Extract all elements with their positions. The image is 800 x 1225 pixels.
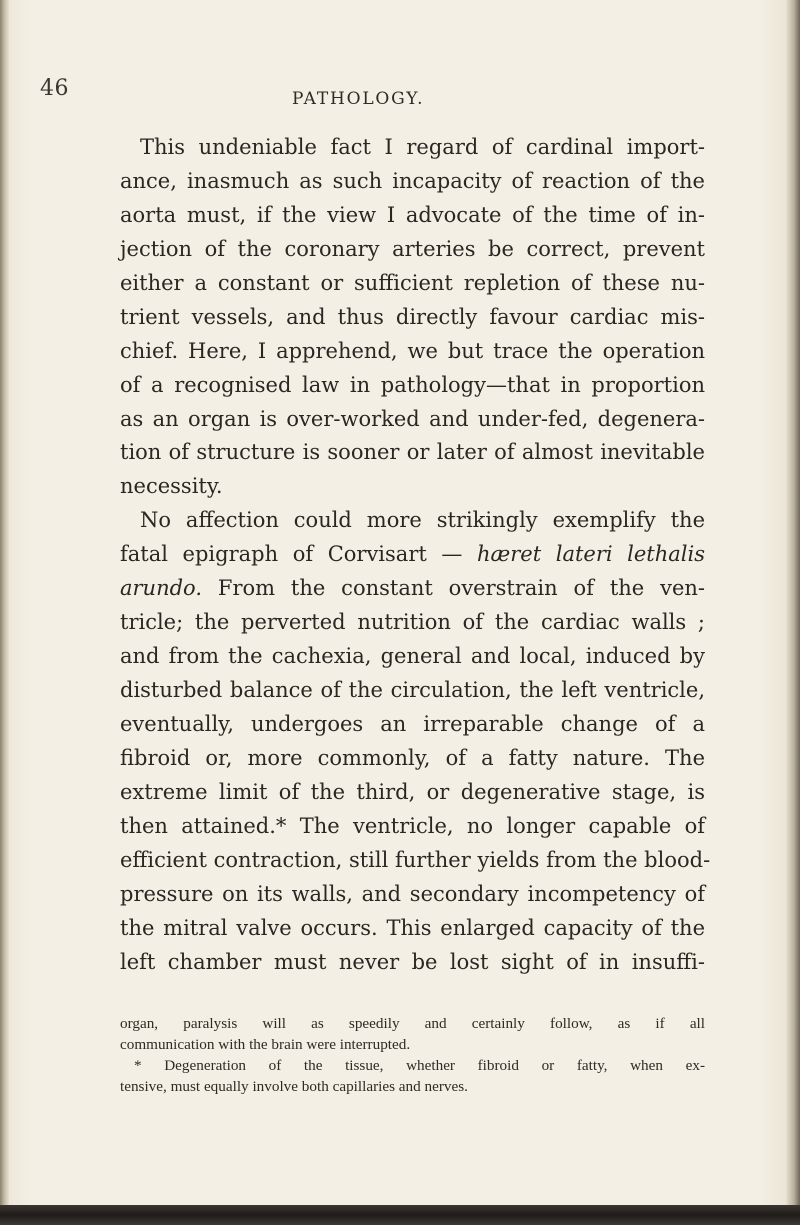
text-line: tricle; the perverted nutrition of the cardiac walls ; [120, 610, 705, 635]
text-line: This undeniable fact I regard of cardinal import- [140, 135, 705, 159]
text-line: eventually, undergoes an irreparable change of a [120, 711, 705, 736]
text-line: fibroid or, more commonly, of a fatty nature. The [120, 745, 705, 770]
text-line: then attained.* The ventricle, no longer capable of [120, 813, 705, 838]
text-line: and from the cachexia, general and local, induced by [120, 644, 705, 669]
text-line: either a constant or sufficient repletion of these nu- [120, 270, 705, 295]
footnote-line: organ, paralysis will as speedily and certainly follow, as if all [120, 1015, 705, 1032]
text-line: ance, inasmuch as such incapacity of reaction of the [120, 168, 705, 193]
text-segment: From the constant overstrain of the ven- [202, 576, 705, 601]
latin-epigraph-end: arundo. [120, 576, 203, 601]
book-bottom-edge [0, 1205, 800, 1225]
text-line: aorta must, if the view I advocate of the time of in- [120, 202, 705, 227]
latin-epigraph: hæret lateri lethalis [476, 542, 706, 567]
page-edge-shadow [786, 0, 800, 1225]
text-line: tion of structure is sooner or later of almost inevitable [120, 440, 705, 465]
text-line: disturbed balance of the circulation, the left ventricle, [120, 678, 705, 702]
text-line: No affection could more strikingly exemplify the [140, 508, 705, 533]
text-segment: fatal epigraph of Corvisart — [120, 542, 477, 567]
text-line [120, 538, 705, 572]
text-line: jection of the coronary arteries be correct, prevent [120, 236, 705, 261]
text-line: necessity. [120, 474, 223, 499]
text-line: pressure on its walls, and secondary incompetency of [120, 881, 705, 906]
text-line: left chamber must never be lost sight of in insuffi- [120, 949, 705, 974]
text-line: efficient contraction, still further yields from the blood- [120, 847, 711, 872]
footnotes [120, 1013, 705, 1097]
footnote-line: * Degeneration of the tissue, whether fibroid or fatty, when ex- [134, 1057, 705, 1074]
main-text [120, 131, 711, 979]
footnote-line: communication with the brain were interrupted. [120, 1036, 411, 1053]
text-line: the mitral valve occurs. This enlarged capacity of the [120, 915, 705, 940]
text-line: extreme limit of the third, or degenerative stage, is [120, 779, 705, 804]
text-line: trient vessels, and thus directly favour cardiac mis- [120, 304, 705, 329]
page-binding-shadow [0, 0, 9, 1225]
text-line: of a recognised law in pathology—that in proportion [120, 372, 705, 397]
text-line [120, 572, 705, 606]
text-line: as an organ is over-worked and under-fed, degenera- [120, 406, 705, 431]
footnote-line: tensive, must equally involve both capillaries and nerves. [120, 1078, 468, 1095]
page-number: 46 [40, 76, 69, 101]
text-line: chief. Here, I apprehend, we but trace the operation [120, 338, 705, 363]
running-title: PATHOLOGY. [292, 89, 425, 109]
